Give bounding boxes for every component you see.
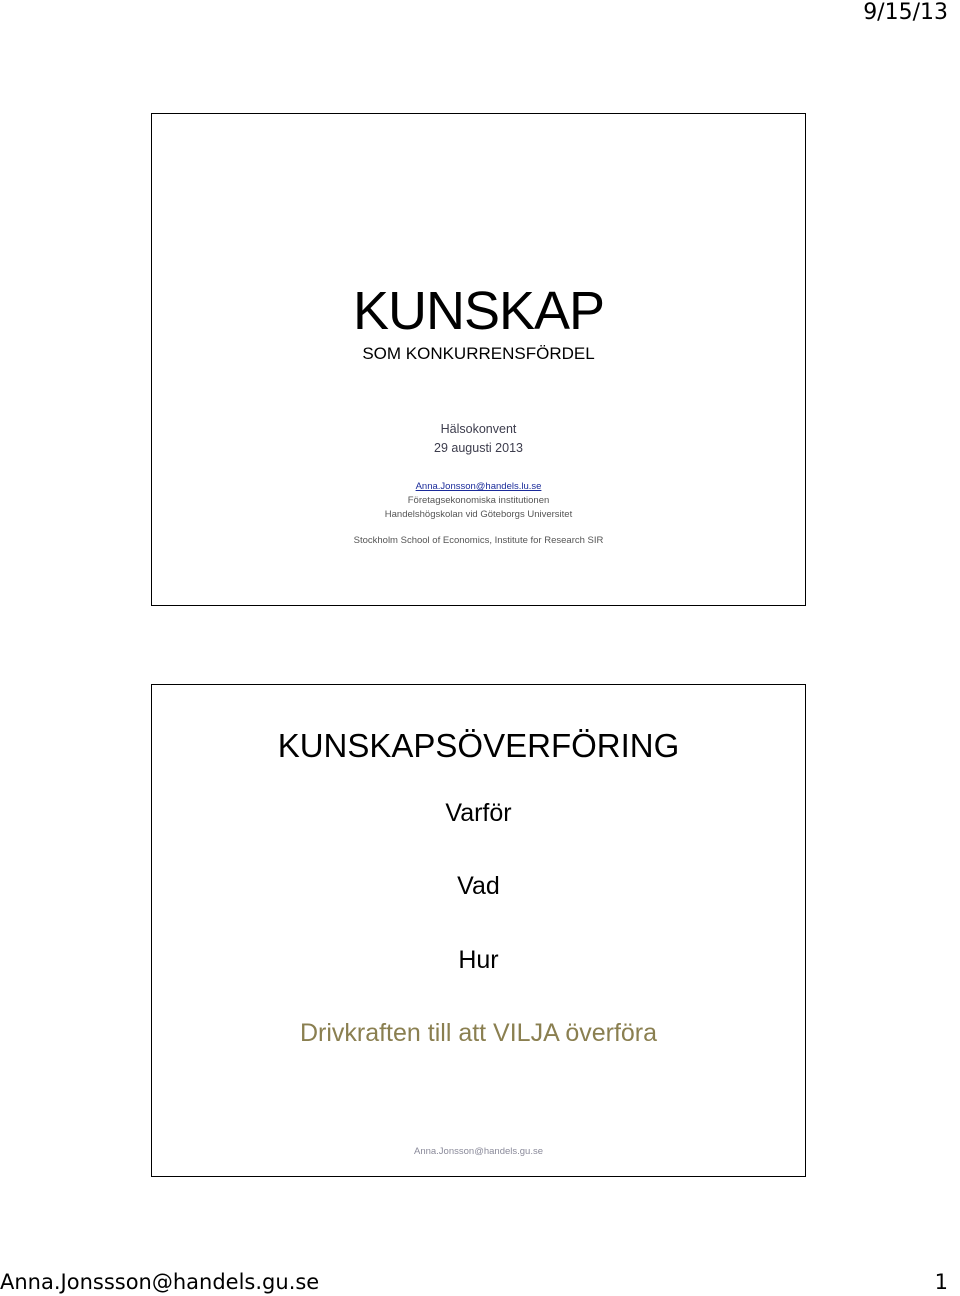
slide-1-subtitle: SOM KONKURRENSFÖRDEL xyxy=(362,344,595,363)
slide-2-item-vad: Vad xyxy=(457,872,500,900)
slide-2-item-hur: Hur xyxy=(458,946,499,974)
slide-1-email xyxy=(152,481,805,493)
slide-2-title: KUNSKAPSÖVERFÖRING xyxy=(277,727,680,764)
slide-1-event: Hälsokonvent xyxy=(440,422,517,436)
slide-1-stockholm: Stockholm School of Economics, Institute for Research SIR xyxy=(353,535,604,546)
slide-1 xyxy=(151,113,806,606)
slide-2-item-varfor: Varför xyxy=(445,799,512,827)
header-date: 9/15/13 xyxy=(863,0,948,25)
slide-1-title: KUNSKAP xyxy=(352,281,605,341)
page-number: 1 xyxy=(934,1270,948,1294)
slide-2 xyxy=(151,684,806,1177)
email-link[interactable]: Anna.Jonsson@handels.lu.se xyxy=(415,481,542,492)
slide-2-footer-email: Anna.Jonsson@handels.gu.se xyxy=(413,1146,543,1157)
slide-2-tagline: Drivkraften till att VILJA överföra xyxy=(299,1019,658,1047)
page-footer-email: Anna.Jonssson@handels.gu.se xyxy=(0,1270,320,1294)
slide-1-school: Handelshögskolan vid Göteborgs Universitet xyxy=(384,509,573,520)
slide-1-date: 29 augusti 2013 xyxy=(434,441,523,455)
slide-1-department: Företagsekonomiska institutionen xyxy=(407,495,550,506)
